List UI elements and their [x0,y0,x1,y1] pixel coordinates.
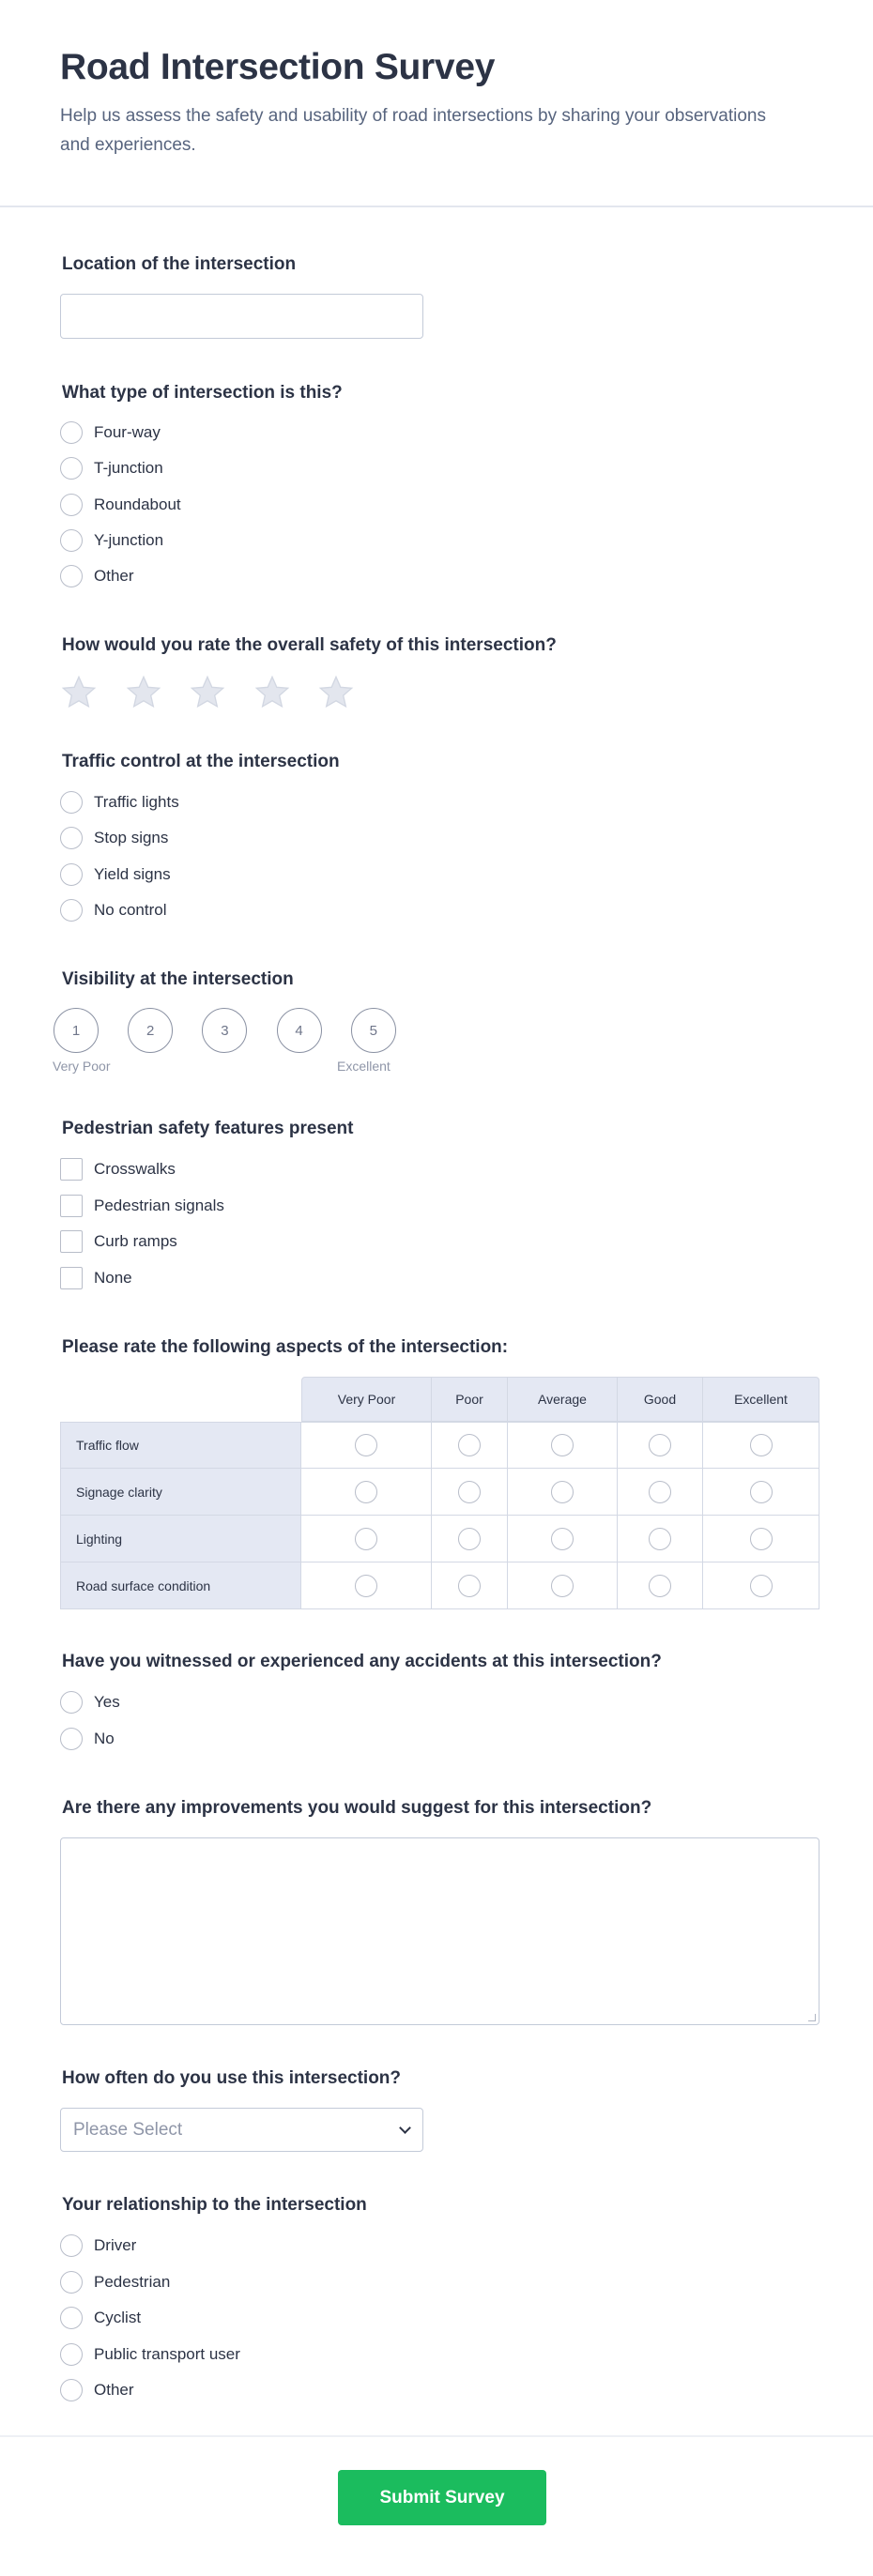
scale-option-3[interactable]: 3 [202,1008,247,1053]
radio-button[interactable] [750,1481,773,1503]
option-pedestrian[interactable] [60,2269,170,2295]
radio-button[interactable] [551,1481,574,1503]
option-traffic-lights[interactable] [60,789,179,815]
radio-button[interactable] [458,1434,481,1456]
star-icon[interactable] [253,674,291,711]
radio-button[interactable] [60,457,83,480]
radio-button[interactable] [458,1528,481,1550]
matrix-cell [508,1516,618,1562]
option-other[interactable] [60,563,134,589]
checkbox[interactable] [60,1158,83,1181]
radio-button[interactable] [60,2307,83,2329]
matrix-cell [301,1469,432,1516]
accidents-label: Have you witnessed or experienced any accidents at this intersection? [62,1652,662,1671]
radio-button[interactable] [458,1575,481,1597]
option-label: Y-junction [94,530,164,549]
option-label: No [94,1729,115,1747]
radio-button[interactable] [551,1575,574,1597]
matrix-cell [703,1562,819,1609]
matrix-cell [618,1562,703,1609]
option-other[interactable] [60,2377,134,2403]
frequency-select[interactable] [60,2108,423,2152]
radio-button[interactable] [60,1728,83,1750]
radio-button[interactable] [649,1528,671,1550]
intersection-type-label: What type of intersection is this? [62,383,343,403]
star-icon[interactable] [125,674,162,711]
matrix-cell [618,1469,703,1516]
page-title: Road Intersection Survey [60,47,496,87]
matrix-corner [60,1377,301,1422]
option-label: Stop signs [94,829,169,847]
option-label: Roundabout [94,495,181,513]
option-label: Other [94,2381,134,2399]
table-row [60,1469,819,1516]
option-cyclist[interactable] [60,2305,141,2331]
option-label: Yes [94,1693,120,1711]
column-header: Good [618,1377,703,1422]
option-label: Public transport user [94,2344,240,2363]
option-label: Yield signs [94,864,171,883]
table-row [60,1516,819,1562]
matrix-cell [432,1516,508,1562]
option-no[interactable] [60,1726,115,1752]
option-y-junction[interactable] [60,527,163,554]
resize-handle-icon[interactable] [808,2014,816,2021]
radio-button[interactable] [60,421,83,444]
matrix-cell [703,1422,819,1469]
scale-option-4[interactable]: 4 [277,1008,322,1053]
option-label: Pedestrian signals [94,1196,224,1214]
option-four-way[interactable] [60,419,161,446]
option-label: Traffic lights [94,793,179,811]
frequency-label: How often do you use this intersection? [62,2068,402,2088]
option-label: None [94,1269,132,1288]
option-label: Driver [94,2236,137,2254]
option-none[interactable] [60,1265,132,1291]
radio-button[interactable] [551,1528,574,1550]
radio-button[interactable] [60,494,83,516]
option-yield-signs[interactable] [60,861,171,888]
radio-button[interactable] [355,1575,377,1597]
matrix-cell [432,1562,508,1609]
table-row [60,1562,819,1609]
option-label: T-junction [94,459,163,478]
radio-button[interactable] [750,1575,773,1597]
checkbox[interactable] [60,1230,83,1253]
option-label: Crosswalks [94,1160,176,1178]
matrix-cell [508,1422,618,1469]
radio-button[interactable] [355,1528,377,1550]
row-label: Traffic flow [60,1422,301,1469]
rating-matrix [60,1377,819,1609]
submit-button[interactable]: Submit Survey [338,2470,546,2525]
matrix-cell [703,1469,819,1516]
radio-button[interactable] [60,2271,83,2294]
column-header: Average [508,1377,618,1422]
option-label: Pedestrian [94,2272,171,2291]
row-label: Lighting [60,1516,301,1562]
radio-button[interactable] [60,2234,83,2257]
radio-button[interactable] [649,1434,671,1456]
radio-button[interactable] [750,1528,773,1550]
column-header: Excellent [703,1377,819,1422]
footer-divider [0,2435,873,2437]
radio-button[interactable] [649,1575,671,1597]
option-no-control[interactable] [60,897,166,923]
table-row [60,1422,819,1469]
radio-button[interactable] [60,1691,83,1714]
matrix-cell [301,1562,432,1609]
option-label: Cyclist [94,2309,142,2326]
option-stop-signs[interactable] [60,825,168,851]
radio-button[interactable] [60,863,83,886]
option-yes[interactable] [60,1689,120,1715]
row-label: Road surface condition [60,1562,301,1609]
radio-button[interactable] [60,529,83,552]
chevron-down-icon [399,2122,411,2134]
location-input[interactable] [60,294,423,339]
radio-button[interactable] [458,1481,481,1503]
radio-button[interactable] [551,1434,574,1456]
option-curb-ramps[interactable] [60,1228,177,1255]
visibility-label: Visibility at the intersection [62,969,294,989]
scale-option-5[interactable]: 5 [351,1008,396,1053]
scale-high-label: Excellent [337,1059,391,1074]
option-crosswalks[interactable] [60,1156,176,1182]
matrix-cell [618,1422,703,1469]
checkbox[interactable] [60,1267,83,1289]
scale-low-label: Very Poor [53,1059,111,1074]
radio-button[interactable] [355,1481,377,1503]
matrix-cell [432,1469,508,1516]
matrix-cell [703,1516,819,1562]
pedestrian-features-label: Pedestrian safety features present [62,1119,354,1138]
matrix-cell [508,1469,618,1516]
radio-button[interactable] [60,2343,83,2366]
radio-button[interactable] [60,565,83,587]
option-label: Other [94,567,134,586]
row-label: Signage clarity [60,1469,301,1516]
matrix-cell [301,1516,432,1562]
improvements-label: Are there any improvements you would suggest for this intersection? [62,1798,652,1818]
star-icon[interactable] [317,674,355,711]
header-divider [0,206,873,207]
option-driver[interactable] [60,2233,136,2259]
option-label: Four-way [94,423,161,441]
option-label: Curb ramps [94,1232,177,1251]
frequency-placeholder: Please Select [73,2119,183,2140]
matrix-cell [432,1422,508,1469]
radio-button[interactable] [60,2379,83,2401]
matrix-cell [301,1422,432,1469]
column-header: Very Poor [301,1377,432,1422]
radio-button[interactable] [355,1434,377,1456]
star-icon[interactable] [189,674,226,711]
page-subtitle: Help us assess the safety and usability of road intersections by sharing your observations and experiences. [60,106,766,155]
safety-rating-label: How would you rate the overall safety of this intersection? [62,635,557,655]
option-public-transport-user[interactable] [60,2341,240,2368]
relationship-label: Your relationship to the intersection [62,2195,367,2215]
option-t-junction[interactable] [60,455,163,481]
radio-button[interactable] [750,1434,773,1456]
radio-button[interactable] [60,827,83,849]
matrix-cell [508,1562,618,1609]
option-label: No control [94,900,167,919]
location-label: Location of the intersection [62,254,297,274]
traffic-control-label: Traffic control at the intersection [62,752,340,771]
matrix-label: Please rate the following aspects of the intersection: [62,1337,509,1357]
radio-button[interactable] [60,899,83,922]
matrix-cell [618,1516,703,1562]
radio-button[interactable] [649,1481,671,1503]
checkbox[interactable] [60,1195,83,1217]
column-header: Poor [432,1377,508,1422]
scale-option-2[interactable]: 2 [128,1008,173,1053]
option-pedestrian-signals[interactable] [60,1193,224,1219]
improvements-textarea[interactable] [60,1837,819,2025]
radio-button[interactable] [60,791,83,814]
star-icon[interactable] [60,674,98,711]
scale-option-1[interactable]: 1 [54,1008,99,1053]
option-roundabout[interactable] [60,492,181,518]
